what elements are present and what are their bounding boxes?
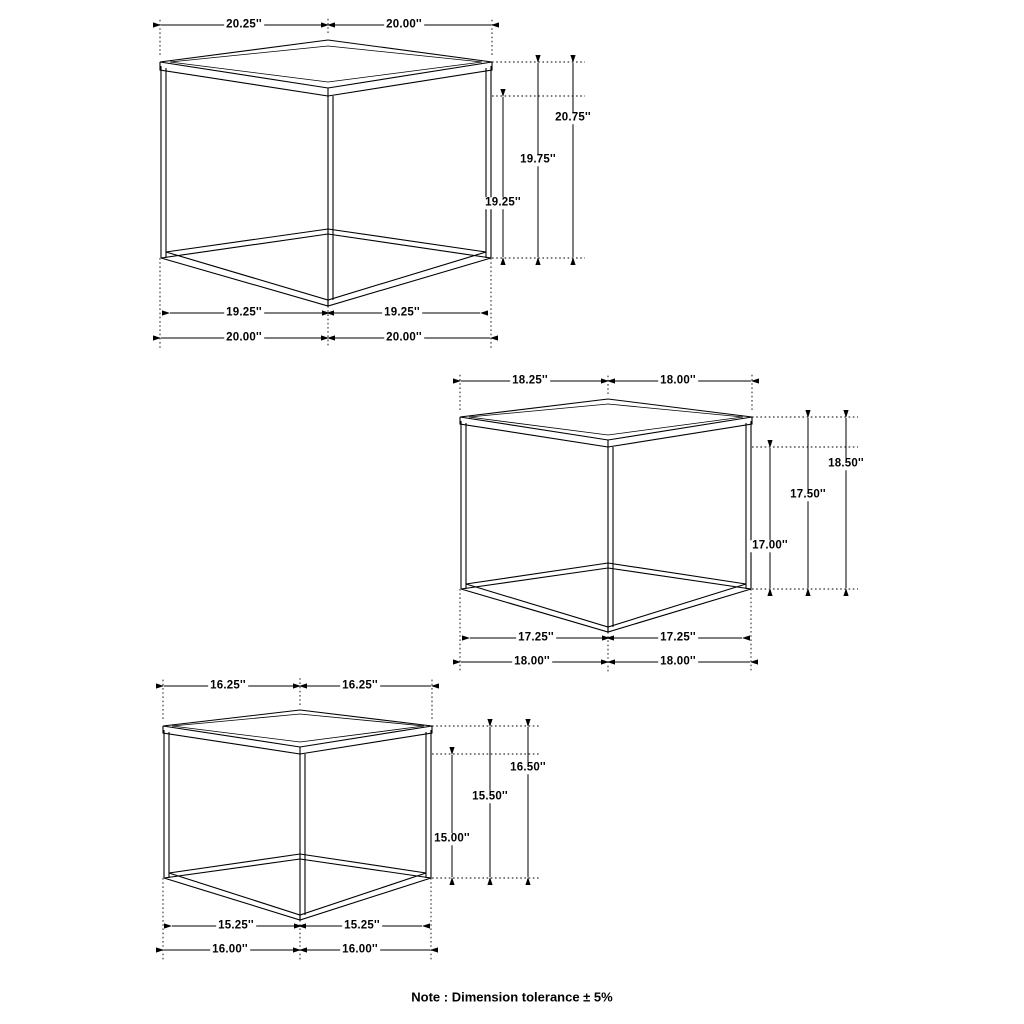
medium-table-geometry xyxy=(460,399,752,632)
small-table-extension-lines xyxy=(163,678,540,960)
dim-large-bottom-inner-left: 19.25'' xyxy=(226,306,262,319)
dim-large-bottom-outer-right: 20.00'' xyxy=(386,331,422,344)
medium-table-extension-lines xyxy=(460,374,858,672)
dim-large-height-outer: 20.75'' xyxy=(555,111,591,124)
dim-large-bottom-outer-left: 20.00'' xyxy=(226,331,262,344)
dim-large-top-right-width: 20.00'' xyxy=(386,18,422,31)
dim-small-bottom-inner-left: 15.25'' xyxy=(218,919,254,932)
large-table-geometry xyxy=(160,40,492,306)
dim-small-top-left-width: 16.25'' xyxy=(210,679,246,692)
dim-large-height-middle: 19.75'' xyxy=(520,153,556,166)
small-table-dimension-lines xyxy=(164,686,528,950)
dim-medium-height-outer: 18.50'' xyxy=(828,457,864,470)
dim-large-height-inner: 19.25'' xyxy=(485,196,521,209)
small-table-geometry xyxy=(163,710,432,920)
dim-small-bottom-outer-left: 16.00'' xyxy=(212,943,248,956)
dim-small-height-inner: 15.00'' xyxy=(434,832,470,845)
dim-small-top-right-width: 16.25'' xyxy=(342,679,378,692)
dim-medium-bottom-outer-left: 18.00'' xyxy=(514,655,550,668)
dim-medium-height-middle: 17.50'' xyxy=(790,488,826,501)
tolerance-note: Note : Dimension tolerance ± 5% xyxy=(411,989,613,1005)
dim-small-height-middle: 15.50'' xyxy=(472,790,508,803)
dim-small-bottom-outer-right: 16.00'' xyxy=(342,943,378,956)
dim-medium-bottom-inner-left: 17.25'' xyxy=(518,631,554,644)
dim-medium-height-inner: 17.00'' xyxy=(752,539,788,552)
dim-large-top-left-width: 20.25'' xyxy=(226,18,262,31)
large-table-extension-lines xyxy=(160,18,585,348)
dim-small-height-outer: 16.50'' xyxy=(510,761,546,774)
dim-medium-top-left-width: 18.25'' xyxy=(512,374,548,387)
dim-medium-bottom-outer-right: 18.00'' xyxy=(660,655,696,668)
dim-small-bottom-inner-right: 15.25'' xyxy=(344,919,380,932)
dim-medium-top-right-width: 18.00'' xyxy=(660,374,696,387)
dim-medium-bottom-inner-right: 17.25'' xyxy=(660,631,696,644)
dim-large-bottom-inner-right: 19.25'' xyxy=(384,306,420,319)
